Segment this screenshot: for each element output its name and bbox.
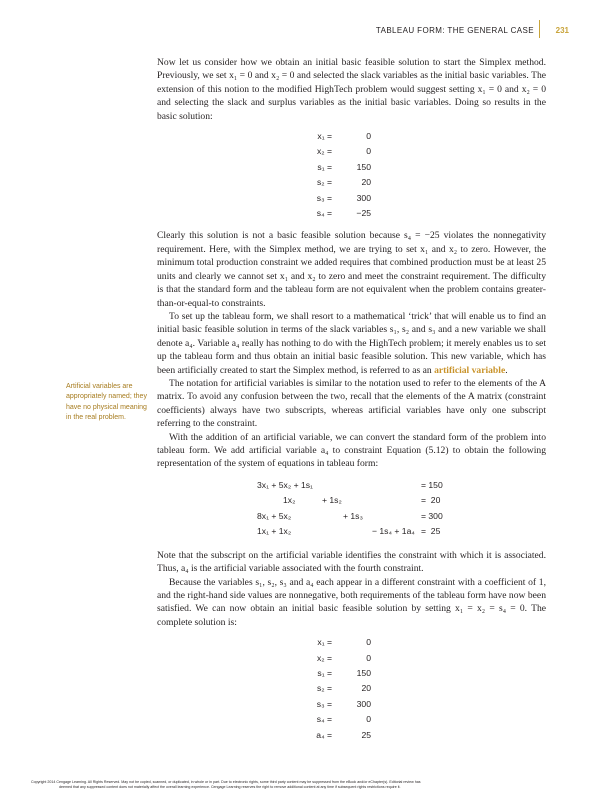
complete-solution [157,635,546,743]
solution-variable: s₁ = [317,668,332,679]
paragraph-4: The notation for artificial variables is similar to the notation used to refer to the elements of the A matrix. To avoid any confusion between the two, recall that the elements of the A matrix (constraint coefficients) always have two subscripts, whereas artificial variables have only one subscript referring to the constraint. [157,377,546,430]
equation-term: 1x₂ [283,495,296,506]
solution-variable: s₃ = [316,192,332,203]
equation-term: 1x₁ + 1x₂ [257,525,292,536]
equation-row [157,478,546,493]
paragraph-6: Note that the subscript on the artificial variable identifies the constraint with which it is associated. Thus, a₄ is the artificial variable associated with the fourth constraint. [157,549,546,575]
solution-variable: s₄ = [316,714,332,725]
paragraph-1: Now let us consider how we obtain an initial basic feasible solution to start the Simplex method. Previously, we set x₁ = 0 and x₂ = 0 and selected the slack variables as the initial basic variables. The extension of this notion to the modified HighTech problem would suggest setting x₁ = 0 and x₂ = 0 and selecting the slack and surplus variables as the initial basic variables. Doing so results in the basic solution: [157,57,546,122]
solution-variable: s₁ = [317,161,332,172]
initial-solution [157,129,546,221]
solution-variable: a₄ = [316,729,332,740]
equation-row [157,524,546,539]
paragraph-3-end: . [505,364,508,376]
solution-value: 20 [361,177,371,188]
solution-row [157,191,546,206]
solution-variable: x₂ = [316,146,332,157]
tableau-system [157,478,546,540]
solution-row [157,728,546,743]
equation-rhs: = 150 [421,479,443,490]
equation-term: + 1s₃ [343,510,363,521]
margin-note: Artificial variables are appropriately named; they have no physical meaning in the real problem. [66,383,147,422]
equation-term: 8x₁ + 5x₂ [257,510,292,521]
copyright-footer [31,780,571,790]
header-separator [539,20,540,38]
solution-row [157,144,546,159]
equation-rhs: = 300 [421,510,443,521]
solution-row [157,175,546,190]
solution-value: 300 [356,192,371,203]
body-text [157,56,546,751]
paragraph-3 [157,310,546,377]
solution-value: 150 [356,161,371,172]
equation-rhs: = 20 [421,495,441,506]
equation-rhs: = 25 [421,525,441,536]
equation-term: + 1s₂ [322,495,342,506]
solution-value: −25 [356,208,371,219]
solution-row [157,666,546,681]
paragraph-7: Because the variables s₁, s₂, s₃ and a₄ each appear in a different constraint with a coefficient of 1, and the right-hand side values are nonnegative, both requirements of the tableau form have now been satisfied. We can now obtain an initial basic feasible solution by setting x₁ = x₂ = s₄ = 0. The complete solution is: [157,576,546,628]
solution-variable: x₁ = [317,637,332,648]
solution-value: 20 [361,683,371,694]
solution-value: 0 [366,652,371,663]
equation-row [157,493,546,508]
solution-variable: s₂ = [316,177,332,188]
solution-row [157,651,546,666]
solution-row [157,160,546,175]
solution-value: 0 [366,637,371,648]
footer-line-1: Copyright 2014 Cengage Learning. All Rights Reserved. May not be copied, scanned, or duplicated, in whole or in part. Due to electronic rights, some third party content may be suppressed from the eBook and/or eChapter(s). Editorial review has [31,780,421,784]
solution-value: 25 [361,729,371,740]
solution-value: 150 [356,668,371,679]
equation-term: 3x₁ + 5x₂ + 1s₁ [257,479,313,490]
solution-row [157,635,546,650]
solution-row [157,712,546,727]
paragraph-3-text: To set up the tableau form, we shall resort to a mathematical ‘trick’ that will enable us to find an initial basic feasible solution in terms of the slack variables s₁, s₂ and s₃ and a new variable we shall denote a₄. Variable a₄ really has nothing to do with the HighTech problem; it merely enables us to set up the tableau form and thus obtain an initial basic feasible solution. This new variable, which has been artificially created to start the Simplex method, is referred to as an [157,310,546,376]
footer-line-2: deemed that any suppressed content does not materially affect the overall learning experience. Cengage Learning reserves the right to remove additional content at any time if subsequent rights restrictions require it. [59,785,401,789]
paragraph-2: Clearly this solution is not a basic feasible solution because s₄ = −25 violates the nonnegativity requirement. Here, with the Simplex method, we are trying to set x₁ and x₂ to zero. However, the minimum total production constraint we added requires that combined production must be at least 25 units and clearly we cannot set x₁ and x₂ to zero and meet the constraint requirement. The difficulty is that the standard form and the tableau form are not equivalent when the problem contains greater-than-or-equal-to constraints. [157,230,546,309]
running-head: TABLEAU FORM: THE GENERAL CASE [375,26,534,35]
solution-value: 0 [366,131,371,142]
solution-value: 0 [366,714,371,725]
solution-variable: s₃ = [316,698,332,709]
solution-variable: x₂ = [316,652,332,663]
equation-term: − 1s₄ + 1a₄ [372,525,415,536]
solution-variable: s₂ = [316,683,332,694]
page-number: 231 [555,26,569,35]
solution-row [157,129,546,144]
equation-row [157,509,546,524]
solution-row [157,206,546,221]
solution-value: 0 [366,146,371,157]
solution-row [157,697,546,712]
artificial-variable-term: artificial variable [434,364,506,376]
solution-variable: x₁ = [317,131,332,142]
paragraph-5: With the addition of an artificial variable, we can convert the standard form of the problem into tableau form. We add artificial variable a₄ to constraint Equation (5.12) to obtain the following representation of the system of equations in tableau form: [157,431,546,470]
solution-row [157,681,546,696]
solution-value: 300 [356,698,371,709]
solution-variable: s₄ = [316,208,332,219]
